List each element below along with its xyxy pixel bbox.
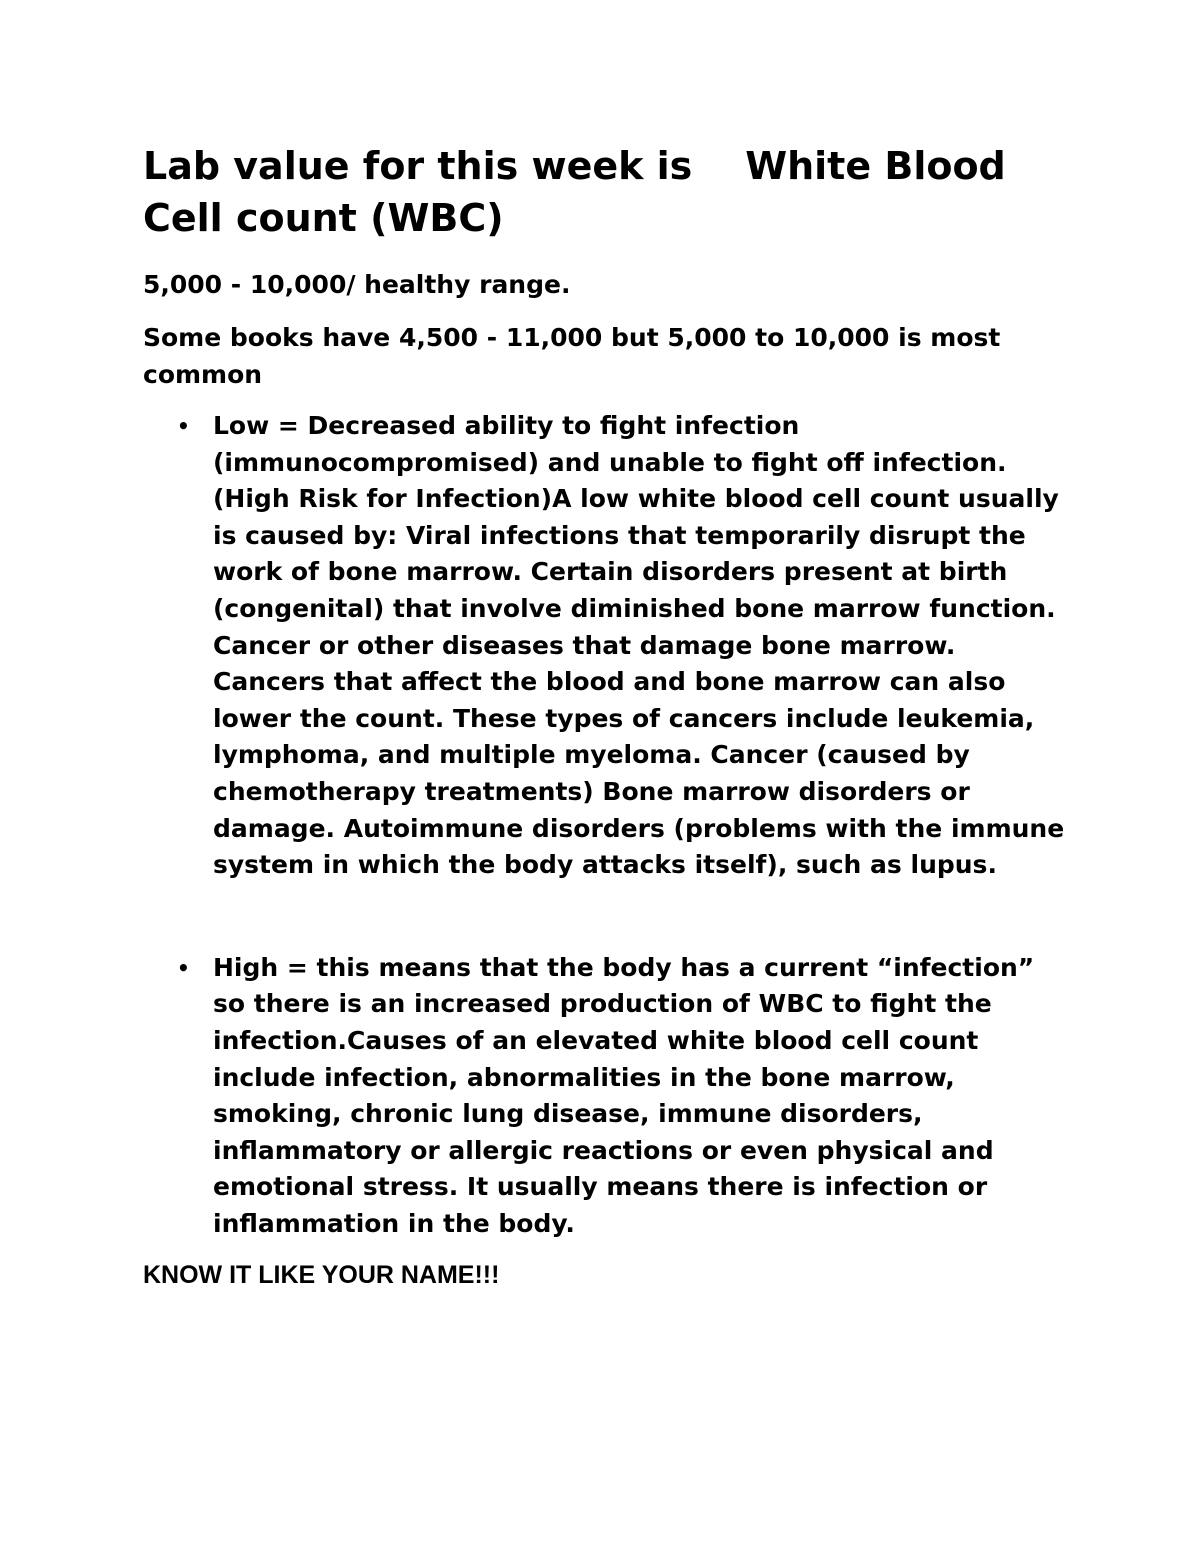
bullet-icon: • [177,955,190,980]
low-wbc-text: Low = Decreased ability to fight infection (immunocompromised) and unable to fight off infection. (High Risk for Infection)A low white blood cell count usually is caused by: Viral infections that temporarily disrupt the work of bone marrow. Certain disorders present at birth (congenital) that involve diminished bone marrow function. Cancer or other diseases that damage bone marrow. Cancers that affect the blood and bone marrow can also lower the count. These types of cancers include leukemia, lymphoma, and multiple myeloma. Cancer (caused by chemotherapy treatments) Bone marrow disorders or damage. Autoimmune disorders (problems with the immune system in which the body attacks itself), such as lupus. [213,411,1065,880]
bullet-icon: • [177,414,190,438]
document-title: Lab value for this week is White Blood Cell count (WBC) [143,144,1019,240]
healthy-range-text: 5,000 - 10,000/ healthy range. [143,270,571,299]
wbc-interpretation-list [143,408,1073,1242]
document-body [143,140,1073,1319]
high-wbc-text: High = this means that the body has a current “infection” so there is an increased production of WBC to fight the infection.Causes of an elevated white blood cell count include infection, abnormalities in the bone marrow, smoking, chronic lung disease, immune disorders, inflammatory or allergic reactions or even physical and emotional stress. It usually means there is infection or inflammation in the body. [213,952,1035,1238]
closing-statement: KNOW IT LIKE YOUR NAME!!! [143,1261,500,1290]
list-item-low-wbc [143,408,1073,884]
reference-range-note: Some books have 4,500 - 11,000 but 5,000 to 10,000 is most common [143,323,1010,389]
list-item-high-wbc [143,950,1073,1243]
